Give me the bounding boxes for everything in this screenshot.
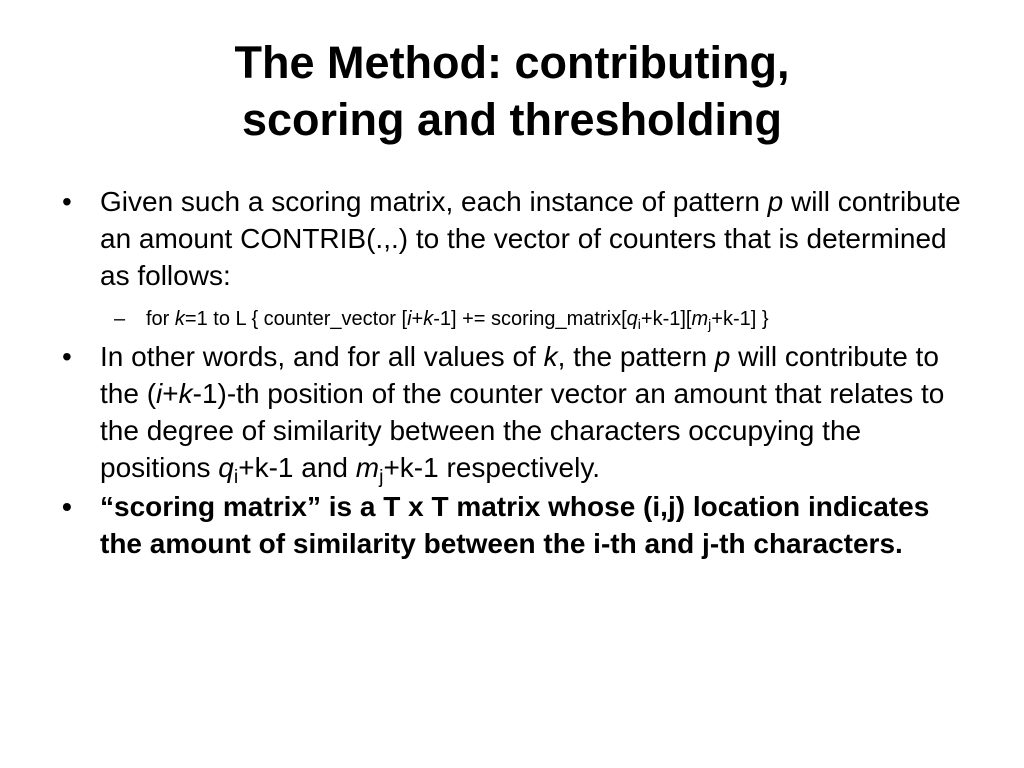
bullet-1-text-cont: will contribute an amount CONTRIB(.,.) to the vector of counters that is determined as follows: [100, 186, 961, 291]
plus-sign: + [162, 378, 179, 409]
slide-body [62, 183, 972, 562]
m-variable: m [355, 452, 380, 483]
plus-sign: + [411, 308, 424, 330]
i-variable: i [156, 378, 163, 409]
slide-title-line-1: The Method: contributing, [234, 37, 790, 88]
i-variable: i [407, 308, 412, 330]
q-variable: q [626, 308, 638, 330]
sub-1-text: +k-1][ [640, 308, 692, 330]
sub-1-text: =1 to L { counter_vector [ [184, 308, 408, 330]
bullet-item-1 [62, 183, 972, 294]
m-subscript: j [708, 316, 712, 333]
q-subscript: i [637, 316, 641, 333]
bullet-3-text: “scoring matrix” is a T x T matrix whose (i,j) location indicates the amount of similarity between the i-th and j-th characters. [100, 491, 930, 559]
pattern-variable: p [767, 186, 784, 217]
bullet-2-text: +k-1 and [238, 452, 356, 483]
slide-title [0, 34, 1024, 148]
bullet-2-text: , the pattern [557, 341, 715, 372]
m-subscript: j [379, 465, 384, 488]
bullet-2-text: In other words, and for all values of [100, 341, 544, 372]
bullet-marker: • [62, 491, 72, 522]
m-variable: m [691, 308, 709, 330]
bullet-2-text: +k-1 respectively. [383, 452, 601, 483]
k-variable: k [178, 378, 193, 409]
k-variable: k [543, 341, 558, 372]
sub-1-text: +k-1] } [711, 308, 769, 330]
dash-marker: – [114, 308, 126, 330]
bullet-2-text: will contribute to the ( [100, 341, 939, 409]
q-subscript: i [233, 465, 239, 488]
k-variable: k [174, 308, 185, 330]
slide-title-line-2: scoring and thresholding [241, 94, 783, 145]
sub-1-text: for [146, 308, 175, 330]
bullet-marker: • [62, 186, 72, 217]
bullet-item-3 [62, 488, 972, 562]
pattern-variable: p [714, 341, 731, 372]
k-variable: k [423, 308, 434, 330]
bullet-1-text: Given such a scoring matrix, each instance of pattern [100, 186, 768, 217]
bullet-marker: • [62, 341, 72, 372]
sub-1-text: -1] += scoring_matrix[ [433, 308, 627, 330]
q-variable: q [218, 452, 234, 483]
sub-bullet-item-1 [62, 306, 972, 332]
bullet-2-text: -1)-th position of the counter vector an amount that relates to the degree of similarity between the characters occupying the positions [100, 378, 945, 483]
bullet-item-2 [62, 338, 972, 486]
